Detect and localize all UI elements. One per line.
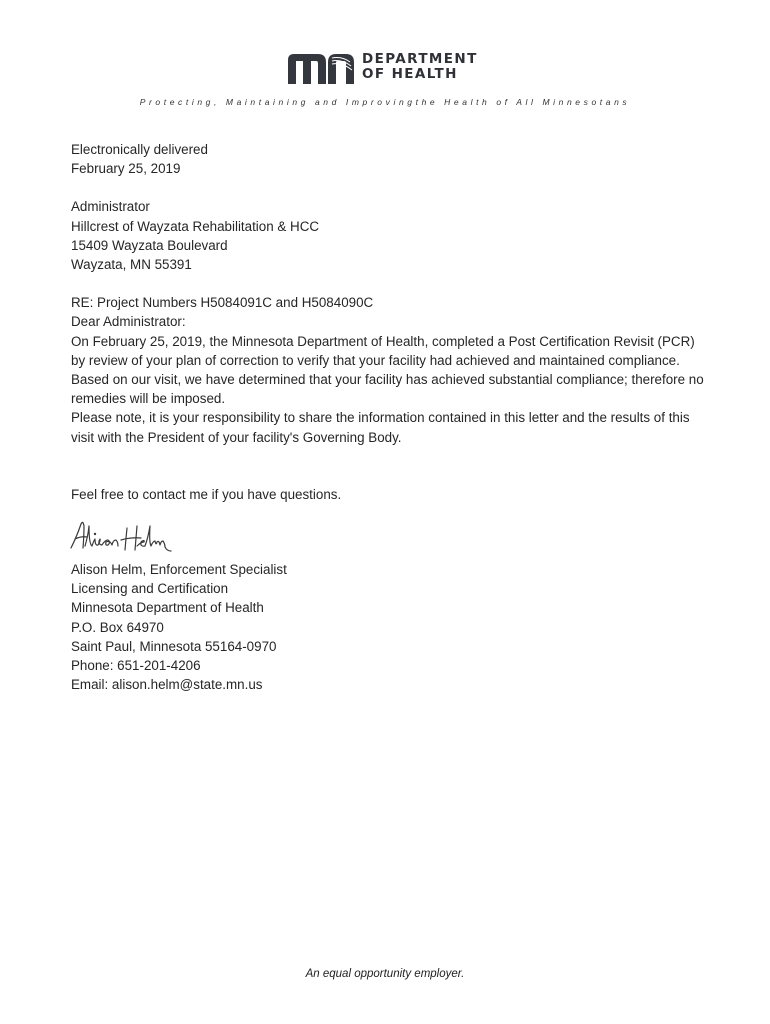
- recipient-line: Administrator: [71, 199, 150, 215]
- tagline: Protecting, Maintaining and Improvingthe Health of All Minnesotans: [139, 97, 631, 107]
- closing-line: Feel free to contact me if you have questions.: [71, 486, 342, 502]
- recipient-line: 15409 Wayzata Boulevard: [71, 237, 228, 253]
- body-paragraph-1: On February 25, 2019, the Minnesota Department of Health, completed a Post Certification Revisit (PCR) by review of your plan of correction to verify that your facility had achieved and maintained compliance. Based on our visit, we have determined that your facility has achieved substantial compliance; therefore no remedies will be imposed.: [71, 333, 704, 407]
- logo-line-1: DEPARTMENT: [362, 51, 478, 67]
- recipient-line: Wayzata, MN 55391: [71, 257, 192, 273]
- footer-note: An equal opportunity employer.: [305, 968, 465, 980]
- recipient-line: Hillcrest of Wayzata Rehabilitation & HCC: [71, 218, 320, 234]
- mdh-logo: [288, 50, 488, 90]
- signer-phone: Phone: 651-201-4206: [71, 658, 201, 674]
- letter-body: [71, 140, 711, 713]
- signer-line: Licensing and Certification: [71, 581, 229, 597]
- recipient-address: [71, 197, 711, 274]
- signer-line: P.O. Box 64970: [71, 619, 164, 635]
- mn-logo-icon: [288, 54, 356, 84]
- body-paragraph-2: Please note, it is your responsibility to share the information contained in this letter and the results of this visit with the President of your facility's Governing Body.: [71, 410, 690, 445]
- handwritten-signature: [67, 518, 187, 558]
- logo-line-2: OF HEALTH: [362, 66, 458, 82]
- letter-date: February 25, 2019: [71, 161, 181, 177]
- date-block: [71, 140, 711, 178]
- subject-line: RE: Project Numbers H5084091C and H5084090C: [71, 295, 374, 311]
- delivery-method: Electronically delivered: [71, 142, 208, 157]
- signer-line: Alison Helm, Enforcement Specialist: [71, 562, 287, 578]
- signature-block: [71, 560, 711, 694]
- signer-email: Email: alison.helm@state.mn.us: [71, 677, 263, 693]
- signer-line: Saint Paul, Minnesota 55164-0970: [71, 638, 277, 654]
- logo-wordmark: [362, 52, 478, 82]
- signer-line: Minnesota Department of Health: [71, 600, 264, 616]
- salutation: Dear Administrator:: [71, 314, 186, 330]
